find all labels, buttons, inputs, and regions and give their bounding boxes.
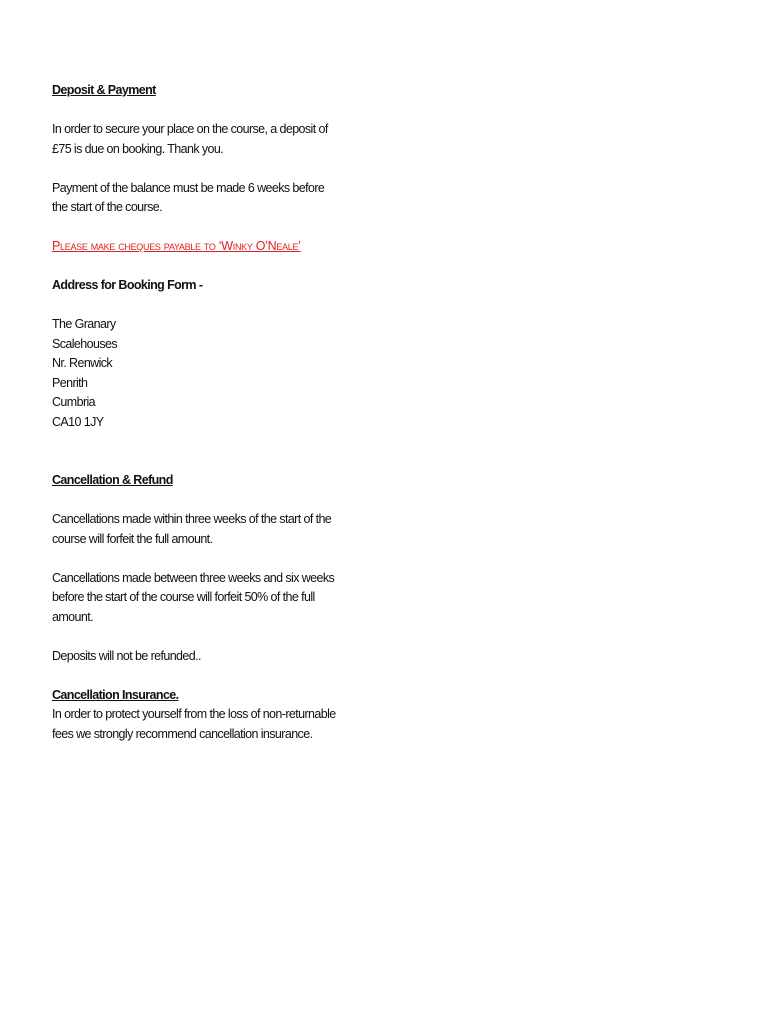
cancellation-paragraph-2: Cancellations made between three weeks and six weeks before the start of the course will forfeit 50% of the full amount. bbox=[52, 570, 335, 624]
address-line: The Granary bbox=[52, 317, 116, 331]
deposit-refund-note: Deposits will not be refunded.. bbox=[52, 648, 201, 663]
deposit-heading: Deposit & Payment bbox=[52, 83, 156, 97]
address-line: CA10 1JY bbox=[52, 414, 104, 429]
address-line: Cumbria bbox=[52, 395, 96, 409]
cancellation-heading: Cancellation & Refund bbox=[52, 473, 173, 487]
address-heading: Address for Booking Form - bbox=[52, 278, 203, 292]
document-page bbox=[52, 81, 342, 744]
balance-paragraph: Payment of the balance must be made 6 weeks before the start of the course. bbox=[52, 180, 325, 214]
cheque-note: Please make cheques payable to ‘Winky O’Neale’ bbox=[52, 239, 301, 253]
insurance-paragraph: In order to protect yourself from the loss of non-returnable fees we strongly recommend cancellation insurance. bbox=[52, 707, 336, 741]
address-block bbox=[52, 315, 342, 432]
address-line: Scalehouses bbox=[52, 336, 117, 351]
deposit-paragraph: In order to secure your place on the course, a deposit of £75 is due on booking. Thank you. bbox=[52, 122, 328, 156]
cancellation-paragraph-1: Cancellations made within three weeks of the start of the course will forfeit the full amount. bbox=[52, 512, 332, 546]
address-line: Penrith bbox=[52, 375, 88, 390]
address-line: Nr. Renwick bbox=[52, 356, 113, 370]
insurance-heading: Cancellation Insurance. bbox=[52, 687, 179, 702]
